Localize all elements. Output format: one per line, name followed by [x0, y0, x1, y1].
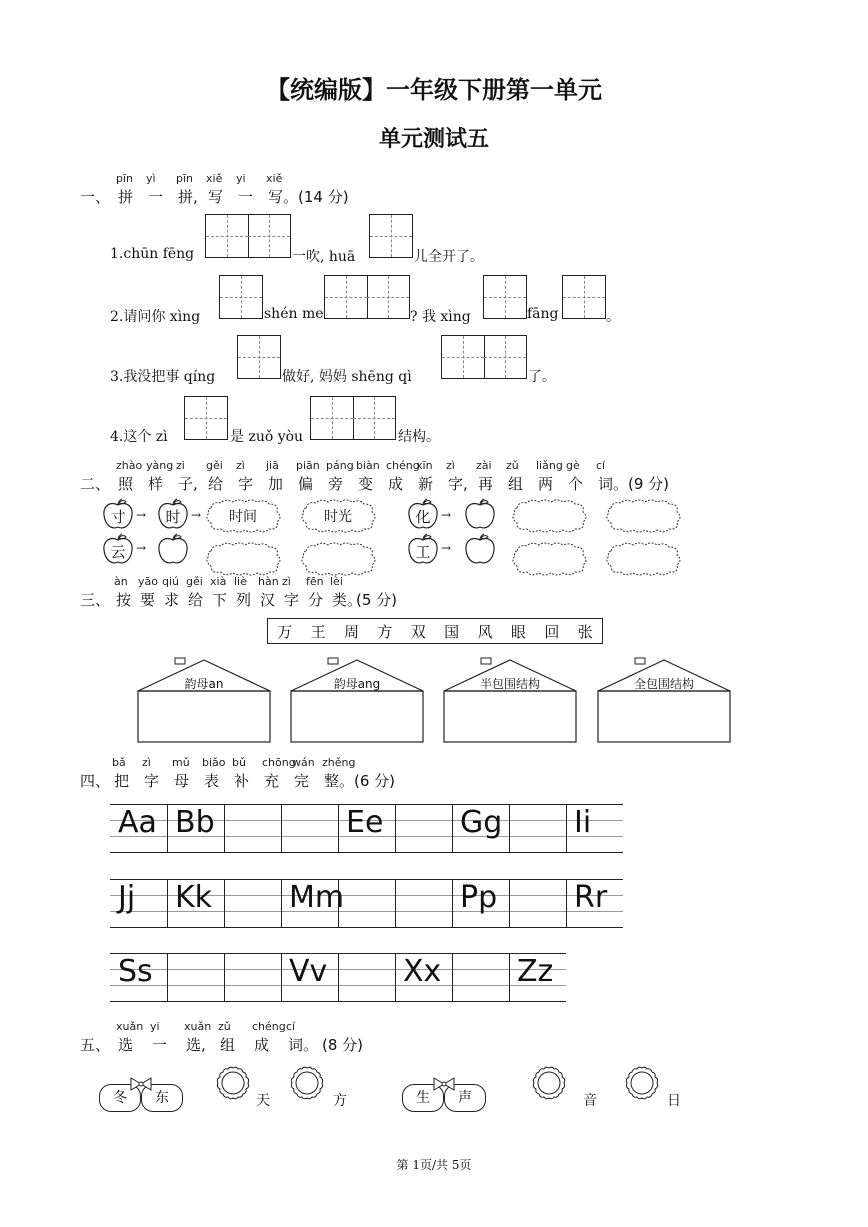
q3-grid-1[interactable]	[237, 335, 281, 379]
letter-cell-2[interactable]	[232, 883, 278, 923]
s2-hanzi-14: 两	[538, 475, 554, 493]
answer-flower-words1-0[interactable]	[216, 1066, 250, 1100]
letter-cell-3: Mm	[289, 880, 345, 915]
s2-hanzi-9: 成	[388, 475, 404, 493]
s5-pinyin-1: yi	[150, 1020, 160, 1033]
character-list	[267, 618, 603, 644]
category-house-1[interactable]	[290, 657, 424, 743]
s2-pinyin-13: zǔ	[506, 459, 519, 472]
word-char-words1-0: 天	[256, 1093, 270, 1109]
s1-hanzi-5: 写。	[268, 188, 299, 206]
s3-pinyin-0: àn	[114, 575, 128, 588]
s1-pinyin-2: pīn	[176, 172, 194, 185]
cell-divider	[509, 804, 510, 852]
alphabet-row2	[110, 879, 623, 927]
q1-grid-2[interactable]	[369, 214, 413, 258]
q2-grid-3[interactable]	[483, 275, 527, 319]
arrow-icon: →	[441, 541, 452, 555]
s1-pinyin-3: xiě	[206, 172, 223, 185]
s1-hanzi-2: 拼,	[178, 188, 198, 206]
section4-score: (6 分)	[354, 772, 396, 790]
word-cloud-5[interactable]	[298, 541, 378, 577]
apple-7[interactable]	[463, 533, 497, 565]
apple-6	[406, 533, 440, 565]
cell-divider	[509, 879, 510, 927]
s2-hanzi-5: 加	[268, 475, 284, 493]
letter-cell-5[interactable]	[403, 808, 449, 848]
letter-cell-6: Pp	[460, 880, 498, 915]
s5-hanzi-4: 成	[254, 1036, 270, 1054]
q4-text-a: 4.这个 zì	[110, 429, 168, 445]
answer-flower-words2-1[interactable]	[625, 1066, 659, 1100]
s2-hanzi-16: 词。	[598, 475, 629, 493]
s1-hanzi-4: 一	[238, 188, 254, 206]
word-cloud-4[interactable]	[203, 541, 283, 577]
choice-pair2	[402, 1084, 486, 1112]
q3-grid-2[interactable]	[441, 335, 527, 379]
cell-divider	[167, 804, 168, 852]
section5-label: 五、	[80, 1036, 111, 1054]
s3-hanzi-5: 列	[236, 591, 252, 609]
s4-hanzi-2: 母	[174, 772, 190, 790]
s4-hanzi-1: 字	[144, 772, 160, 790]
word-cloud-3[interactable]	[603, 498, 683, 534]
s4-pinyin-3: biǎo	[202, 756, 226, 769]
s2-pinyin-9: chéng	[386, 459, 420, 472]
cell-divider	[338, 879, 339, 927]
cell-divider	[167, 953, 168, 1001]
s2-hanzi-1: 样	[148, 475, 164, 493]
word-cloud-7[interactable]	[603, 541, 683, 577]
arrow-icon: →	[191, 508, 202, 522]
bow-icon	[129, 1076, 153, 1090]
s1-hanzi-1: 一	[148, 188, 164, 206]
list-char-2: 周	[343, 622, 359, 641]
letter-cell-0: Aa	[118, 805, 157, 840]
arrow-icon: →	[136, 541, 147, 555]
s2-pinyin-10: xīn	[416, 459, 433, 472]
s1-pinyin-0: pīn	[116, 172, 134, 185]
s2-hanzi-12: 再	[478, 475, 494, 493]
letter-cell-5[interactable]	[403, 883, 449, 923]
letter-cell-4[interactable]	[346, 883, 392, 923]
page-footer: 第 1页/共 5页	[396, 1158, 472, 1172]
s2-pinyin-2: zi	[176, 459, 185, 472]
choice-char-1: 东	[141, 1084, 183, 1112]
word-char-words2-0: 音	[583, 1093, 597, 1109]
bow-icon	[432, 1076, 456, 1090]
s2-hanzi-2: 子,	[178, 475, 198, 493]
letter-cell-7: Zz	[517, 954, 554, 989]
q2-grid-1[interactable]	[219, 275, 263, 319]
letter-cell-8: Rr	[574, 880, 608, 915]
s4-pinyin-7: zhěng	[322, 756, 356, 769]
s2-pinyin-16: cí	[596, 459, 606, 472]
apple-char: 工	[415, 543, 431, 561]
page-title: 【统编版】一年级下册第一单元	[266, 76, 602, 104]
cell-divider	[281, 804, 282, 852]
list-char-8: 回	[544, 622, 560, 641]
letter-cell-0: Jj	[118, 880, 136, 915]
apple-5[interactable]	[463, 498, 497, 530]
s2-hanzi-13: 组	[508, 475, 524, 493]
q2-text-e: 。	[606, 309, 620, 325]
s2-hanzi-0: 照	[118, 475, 134, 493]
s4-pinyin-4: bǔ	[232, 756, 246, 769]
s5-pinyin-0: xuǎn	[116, 1020, 144, 1033]
s2-pinyin-1: yàng	[146, 459, 174, 472]
cell-divider	[452, 879, 453, 927]
cell-divider	[395, 953, 396, 1001]
list-char-4: 双	[410, 622, 426, 641]
s4-hanzi-6: 完	[294, 772, 310, 790]
s3-pinyin-2: qiú	[162, 575, 180, 588]
q3-text-b: 做好, 妈妈 shēng qì	[282, 369, 412, 385]
word-cloud-0	[203, 498, 283, 534]
letter-cell-3[interactable]	[289, 808, 335, 848]
alphabet-row3	[110, 953, 566, 1001]
q1-text-a: 1.chūn fēng	[110, 246, 195, 262]
q4-text-b: 是 zuǒ yòu	[230, 429, 304, 445]
q1-text-b: 一吹, huā	[292, 249, 356, 265]
answer-flower-words2-0[interactable]	[532, 1066, 566, 1100]
s4-pinyin-6: wán	[292, 756, 315, 769]
section4-label: 四、	[80, 772, 111, 790]
s3-hanzi-1: 要	[140, 591, 156, 609]
letter-cell-6: Gg	[460, 805, 503, 840]
cell-divider	[452, 804, 453, 852]
arrow-icon: →	[441, 508, 452, 522]
s3-hanzi-8: 分	[308, 591, 324, 609]
apple-char: 化	[415, 508, 431, 526]
s2-hanzi-10: 新	[418, 475, 434, 493]
s2-pinyin-12: zài	[476, 459, 492, 472]
cell-divider	[281, 953, 282, 1001]
apple-char: 寸	[110, 508, 126, 526]
s4-pinyin-2: mǔ	[172, 756, 190, 769]
section1-score: (14 分)	[298, 188, 349, 206]
cloud-word: 时光	[324, 509, 352, 525]
letter-cell-1[interactable]	[175, 957, 221, 997]
s3-pinyin-3: gěi	[186, 575, 203, 588]
s3-pinyin-8: fēn	[306, 575, 324, 588]
cloud-word: 时间	[229, 509, 257, 525]
letter-cell-2[interactable]	[232, 957, 278, 997]
s2-pinyin-6: piān	[296, 459, 320, 472]
s4-hanzi-0: 把	[114, 772, 130, 790]
cell-divider	[338, 804, 339, 852]
s4-hanzi-5: 充	[264, 772, 280, 790]
s2-pinyin-0: zhào	[116, 459, 143, 472]
q3-text-c: 了。	[528, 369, 556, 385]
section2-score: (9 分)	[628, 475, 670, 493]
s2-pinyin-14: liǎng	[536, 459, 563, 472]
s4-pinyin-1: zì	[142, 756, 151, 769]
category-house-3[interactable]	[597, 657, 731, 743]
s2-hanzi-8: 变	[358, 475, 374, 493]
s4-pinyin-0: bǎ	[112, 756, 126, 769]
cell-divider	[224, 953, 225, 1001]
house-label: 半包围结构	[479, 677, 540, 691]
cell-divider	[509, 953, 510, 1001]
s5-hanzi-3: 组	[220, 1036, 236, 1054]
s2-hanzi-3: 给	[208, 475, 224, 493]
q2-grid-4[interactable]	[562, 275, 606, 319]
s2-hanzi-15: 个	[568, 475, 584, 493]
house-label: 全包围结构	[633, 677, 694, 691]
letter-cell-7[interactable]	[517, 883, 563, 923]
q2-text-d: fāng	[527, 306, 559, 322]
apple-char: 时	[165, 508, 181, 526]
s2-pinyin-3: gěi	[206, 459, 223, 472]
list-char-0: 万	[277, 622, 293, 641]
list-char-6: 风	[477, 622, 493, 641]
cell-divider	[395, 879, 396, 927]
cell-divider	[395, 804, 396, 852]
s2-pinyin-7: páng	[326, 459, 354, 472]
cell-divider	[224, 804, 225, 852]
s3-pinyin-4: xià	[210, 575, 227, 588]
section2-label: 二、	[80, 475, 111, 493]
s3-hanzi-3: 给	[188, 591, 204, 609]
page-subtitle: 单元测试五	[378, 127, 489, 152]
q2-text-c: ? 我 xìng	[410, 309, 471, 325]
q1-text-c: 儿全开了。	[414, 249, 484, 265]
s3-hanzi-6: 汉	[260, 591, 276, 609]
q2-text-b: shén me	[264, 306, 324, 322]
s1-hanzi-3: 写	[208, 188, 224, 206]
s2-hanzi-6: 偏	[298, 475, 314, 493]
q4-grid-2[interactable]	[310, 396, 396, 440]
arrow-icon: →	[136, 508, 147, 522]
s5-pinyin-4: chéng	[252, 1020, 286, 1033]
category-house-0[interactable]	[137, 657, 271, 743]
s2-pinyin-8: biàn	[356, 459, 380, 472]
s3-pinyin-1: yāo	[138, 575, 158, 588]
letter-cell-6[interactable]	[460, 957, 506, 997]
choice-char-0: 冬	[99, 1084, 141, 1112]
q1-grid-1[interactable]	[205, 214, 291, 258]
s3-pinyin-7: zì	[282, 575, 291, 588]
cell-divider	[167, 879, 168, 927]
apple-4	[406, 498, 440, 530]
list-char-1: 王	[310, 622, 326, 641]
letter-cell-0: Ss	[118, 954, 153, 989]
cell-divider	[338, 953, 339, 1001]
s5-hanzi-5: 词。	[288, 1036, 319, 1054]
cell-divider	[452, 953, 453, 1001]
s3-hanzi-2: 求	[164, 591, 180, 609]
apple-3[interactable]	[156, 533, 190, 565]
s5-pinyin-5: cí	[286, 1020, 296, 1033]
house-label: 韵母an	[184, 677, 224, 691]
q2-text-a: 2.请问你 xìng	[110, 309, 201, 325]
s3-hanzi-0: 按	[116, 591, 132, 609]
s1-hanzi-0: 拼	[118, 188, 134, 206]
apple-1	[156, 498, 190, 530]
word-cloud-6[interactable]	[509, 541, 589, 577]
s4-hanzi-3: 表	[204, 772, 220, 790]
q4-grid-1[interactable]	[184, 396, 228, 440]
apple-2	[101, 533, 135, 565]
letter-cell-4: Ee	[346, 805, 384, 840]
s2-hanzi-11: 字,	[448, 475, 468, 493]
category-house-2[interactable]	[443, 657, 577, 743]
s2-hanzi-7: 旁	[328, 475, 344, 493]
list-char-9: 张	[577, 622, 593, 641]
s5-hanzi-0: 选	[118, 1036, 134, 1054]
choice-char-1: 声	[444, 1084, 486, 1112]
letter-cell-7[interactable]	[517, 808, 563, 848]
section3-score: (5 分)	[356, 591, 398, 609]
letter-cell-1: Bb	[175, 805, 215, 840]
section3-label: 三、	[80, 591, 111, 609]
alphabet-row1	[110, 804, 623, 852]
choice-char-0: 生	[402, 1084, 444, 1112]
s3-pinyin-9: lèi	[330, 575, 343, 588]
s5-pinyin-3: zǔ	[218, 1020, 231, 1033]
s5-hanzi-2: 选,	[186, 1036, 206, 1054]
s5-hanzi-1: 一	[152, 1036, 168, 1054]
letter-cell-4[interactable]	[346, 957, 392, 997]
choice-pair1	[99, 1084, 183, 1112]
s4-hanzi-4: 补	[234, 772, 250, 790]
letter-cell-3: Vv	[289, 954, 328, 989]
letter-cell-5: Xx	[403, 954, 442, 989]
s1-pinyin-5: xiě	[266, 172, 283, 185]
s3-pinyin-5: liè	[234, 575, 247, 588]
s3-hanzi-4: 下	[212, 591, 228, 609]
s2-pinyin-5: jiā	[266, 459, 279, 472]
section1-label: 一、	[80, 188, 111, 206]
s5-pinyin-2: xuǎn	[184, 1020, 212, 1033]
house-label: 韵母ang	[333, 677, 381, 691]
s4-hanzi-7: 整。	[324, 772, 355, 790]
list-char-3: 方	[377, 622, 393, 641]
cell-divider	[566, 804, 567, 852]
word-cloud-1	[298, 498, 378, 534]
cell-divider	[224, 879, 225, 927]
s1-pinyin-4: yi	[236, 172, 246, 185]
word-cloud-2[interactable]	[509, 498, 589, 534]
letter-cell-2[interactable]	[232, 808, 278, 848]
word-char-words2-1: 日	[667, 1093, 681, 1109]
letter-cell-8: Ii	[574, 805, 592, 840]
s4-pinyin-5: chōng	[262, 756, 296, 769]
list-char-5: 国	[444, 622, 460, 641]
s3-hanzi-9: 类。	[332, 591, 363, 609]
s3-hanzi-7: 字	[284, 591, 300, 609]
q4-text-c: 结构。	[398, 429, 440, 445]
apple-char: 云	[110, 543, 126, 561]
letter-cell-1: Kk	[175, 880, 213, 915]
cell-divider	[281, 879, 282, 927]
apple-0	[101, 498, 135, 530]
s1-pinyin-1: yì	[146, 172, 156, 185]
answer-flower-words1-1[interactable]	[290, 1066, 324, 1100]
list-char-7: 眼	[510, 622, 526, 641]
section5-score: (8 分)	[322, 1036, 364, 1054]
q2-grid-2[interactable]	[324, 275, 410, 319]
word-char-words1-1: 方	[333, 1093, 347, 1109]
s3-pinyin-6: hàn	[258, 575, 279, 588]
q3-text-a: 3.我没把事 qíng	[110, 369, 216, 385]
s2-pinyin-4: zì	[236, 459, 245, 472]
s2-pinyin-15: gè	[566, 459, 580, 472]
s2-hanzi-4: 字	[238, 475, 254, 493]
s2-pinyin-11: zì	[446, 459, 455, 472]
cell-divider	[566, 879, 567, 927]
